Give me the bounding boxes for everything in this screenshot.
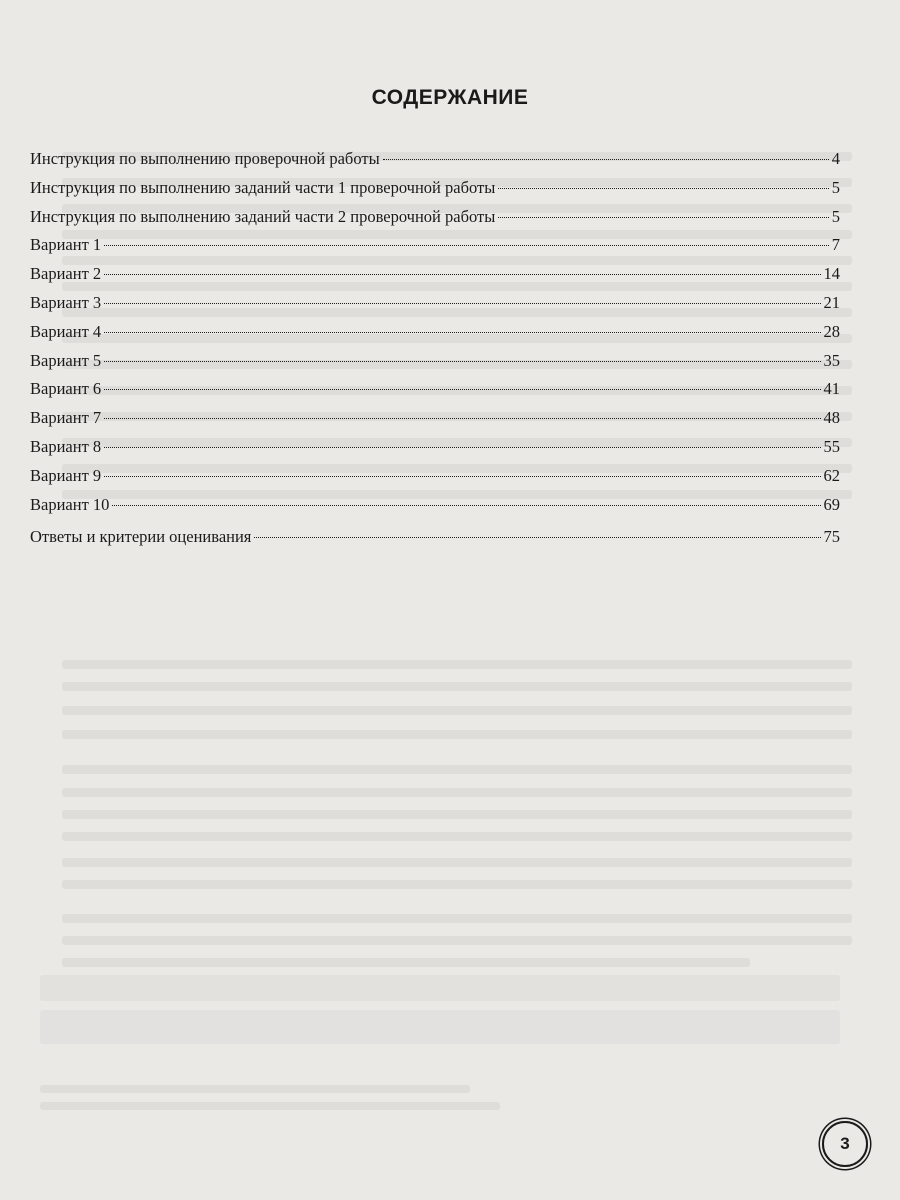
toc-entry[interactable] (30, 207, 840, 236)
toc-entry-page: 35 (823, 350, 840, 370)
dot-leader (498, 188, 828, 189)
toc-entry[interactable] (30, 235, 840, 264)
toc-entry[interactable] (30, 527, 840, 556)
toc-entry[interactable] (30, 437, 840, 466)
toc-entry-page: 7 (831, 235, 840, 255)
toc-entry-label: Ответы и критерии оценивания (30, 527, 252, 547)
table-of-contents (30, 149, 840, 556)
toc-entry-label: Вариант 6 (30, 379, 102, 399)
dot-leader (104, 447, 820, 448)
toc-entry-label: Вариант 7 (30, 408, 102, 428)
dot-leader (383, 159, 829, 160)
page-number-badge (822, 1121, 868, 1167)
dot-leader (104, 274, 820, 275)
dot-leader (498, 217, 828, 218)
toc-entry-page: 55 (823, 436, 840, 456)
toc-entry[interactable] (30, 408, 840, 437)
toc-entry[interactable] (30, 264, 840, 293)
toc-entry[interactable] (30, 495, 840, 524)
toc-entry-page: 41 (823, 379, 840, 399)
dot-leader (104, 245, 829, 246)
toc-entry-label: Вариант 3 (30, 292, 102, 312)
toc-entry[interactable] (30, 149, 840, 178)
toc-entry-page: 5 (831, 177, 840, 197)
toc-entry-page: 5 (831, 206, 840, 226)
toc-entry-label: Вариант 9 (30, 465, 102, 485)
dot-leader (104, 418, 820, 419)
toc-entry-page: 69 (823, 494, 840, 514)
toc-entry-label: Вариант 5 (30, 350, 102, 370)
toc-entry-label: Вариант 8 (30, 436, 102, 456)
toc-entry[interactable] (30, 322, 840, 351)
toc-entry-page: 4 (831, 149, 840, 168)
dot-leader (112, 505, 820, 506)
dot-leader (104, 476, 820, 477)
toc-entry-page: 28 (823, 321, 840, 341)
dot-leader (104, 389, 820, 390)
toc-entry[interactable] (30, 178, 840, 207)
toc-entry-page: 21 (823, 292, 840, 312)
toc-entry-label: Инструкция по выполнению заданий части 2 проверочной работы (30, 206, 496, 226)
toc-entry-label: Инструкция по выполнению заданий части 1 проверочной работы (30, 177, 496, 197)
page-number: 3 (840, 1134, 850, 1153)
toc-entry-page: 62 (823, 465, 840, 485)
toc-entry-page: 75 (823, 527, 840, 547)
toc-entry-label: Вариант 4 (30, 321, 102, 341)
toc-entry[interactable] (30, 293, 840, 322)
dot-leader (104, 303, 820, 304)
toc-entry-label: Вариант 1 (30, 235, 102, 255)
toc-entry-label: Инструкция по выполнению проверочной работы (30, 149, 380, 168)
dot-leader (104, 361, 820, 362)
toc-entry-page: 48 (823, 408, 840, 428)
toc-entry-label: Вариант 10 (30, 494, 110, 514)
toc-entry[interactable] (30, 351, 840, 380)
toc-entry[interactable] (30, 379, 840, 408)
dot-leader (254, 537, 820, 538)
toc-entry-label: Вариант 2 (30, 264, 102, 284)
toc-entry[interactable] (30, 466, 840, 495)
dot-leader (104, 332, 820, 333)
toc-entry-page: 14 (823, 264, 840, 284)
page-title: СОДЕРЖАНИЕ (371, 86, 529, 109)
